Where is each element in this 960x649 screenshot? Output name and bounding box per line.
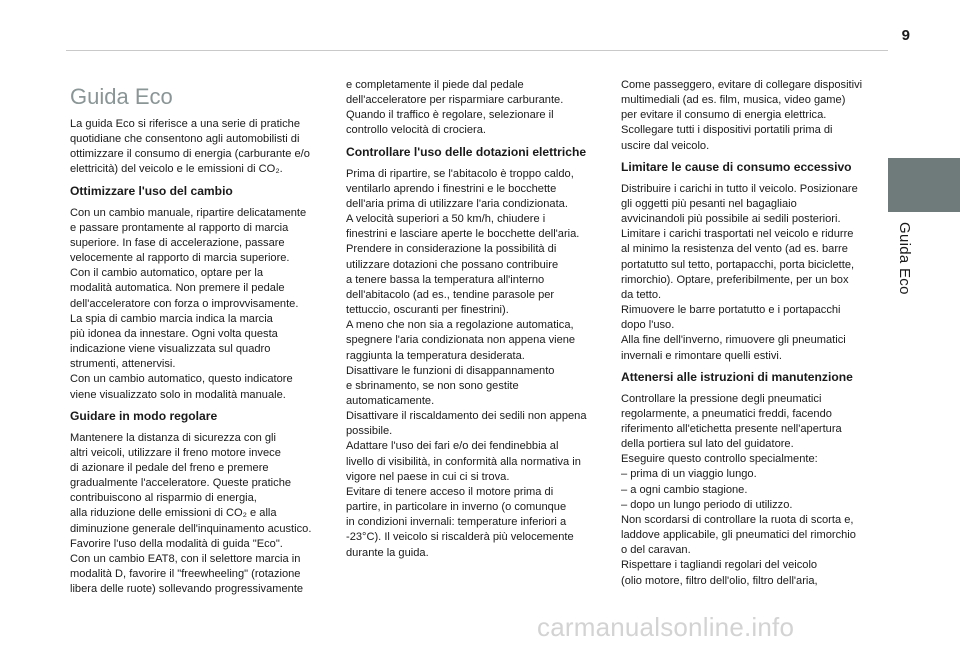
watermark: carmanualsonline.info [537,612,795,642]
text-line: Con il cambio automatico, optare per la [70,267,264,280]
text-line: contribuiscono al risparmio di energia, [70,492,257,505]
text-line: durante la guida. [346,546,429,559]
text-line: uscire dal veicolo. [621,139,710,152]
electrical-equipment-paragraph [346,167,614,561]
text-line: dell'abitacolo (ad es., tendine parasole per [346,288,555,301]
text-line: Rimuovere le barre portatutto e i portapacchi [621,304,841,317]
text-line: più idonea da innestare. Ogni volta questa [70,327,278,340]
text-line: alla riduzione delle emissioni di CO₂ e alla [70,507,277,520]
text-line: Non scordarsi di controllare la ruota di scorta e, [621,513,854,526]
page-number: 9 [901,27,910,44]
text-line: in condizioni invernali: temperature inferiori a [346,516,567,529]
text-line: invernali e rimontare quelli estivi. [621,349,782,362]
text-line: viene visualizzato solo in modalità manuale. [70,388,286,401]
section-title: Guida Eco [70,84,173,109]
text-line: modalità automatica. Non premere il pedale [70,282,285,295]
text-line: regolarmente, a pneumatici freddi, facendo [621,407,832,420]
heading-electrical-equipment: Controllare l'uso delle dotazioni elettriche [346,144,587,159]
text-line: di azionare il pedale del freno e premere [70,461,269,474]
continued-paragraph [346,78,614,139]
text-line: elettricità) del veicolo e le emissioni di CO₂. [70,163,283,176]
excess-consumption-paragraph [621,182,889,364]
text-line: Rispettare i tagliandi regolari del veicolo [621,559,818,572]
text-line: tettuccio, oscuranti per finestrini). [346,304,509,317]
text-line: dell'aria prima di utilizzare l'aria condizionata. [346,197,568,210]
text-line: Mantenere la distanza di sicurezza con gli [70,431,276,444]
text-line: altri veicoli, utilizzare il freno motore invece [70,446,281,459]
text-line: controllo velocità di crociera. [346,124,486,137]
text-line: a tenere bassa la temperatura all'interno [346,273,545,286]
text-line: gradualmente l'acceleratore. Queste pratiche [70,477,292,490]
text-line: A velocità superiori a 50 km/h, chiudere i [346,213,546,226]
heading-smooth-driving: Guidare in modo regolare [70,408,218,423]
text-line: finestrini e lasciare aperte le bocchette dell'aria. [346,228,580,241]
column-3 [621,78,889,589]
gearbox-paragraph [70,206,338,403]
text-line: Limitare i carichi trasportati nel veicolo e ridurre [621,228,854,241]
column-1 [70,84,338,597]
text-line: multimediali (ad es. film, musica, video game) [621,94,846,107]
text-line: o del caravan. [621,544,691,557]
intro-paragraph [70,117,338,178]
text-line: e sbrinamento, se non sono gestite [346,379,519,392]
chapter-tab-label: Guida Eco [896,222,913,295]
text-line: Scollegare tutti i dispositivi portatili prima di [621,124,833,137]
text-line: Con un cambio automatico, questo indicatore [70,373,293,386]
text-line: Prima di ripartire, se l'abitacolo è troppo caldo, [346,167,574,180]
text-line: ottimizzare il consumo di energia (carburante e/o [70,148,310,161]
text-line: automaticamente. [346,394,435,407]
text-line: Con un cambio manuale, ripartire delicatamente [70,206,307,219]
text-line: vigore nel paese in cui ci si trova. [346,470,510,483]
text-line: dopo l'uso. [621,319,675,332]
top-divider [66,50,888,51]
text-line: Come passeggero, evitare di collegare dispositivi [621,79,863,91]
text-line: raggiunta la temperatura desiderata. [346,349,525,362]
text-line: Adattare l'uso dei fari e/o dei fendinebbia al [346,440,559,453]
text-line: modalità D, favorire il "freewheeling" (rotazione [70,568,301,581]
text-line: Eseguire questo controllo specialmente: [621,453,818,466]
text-line: Favorire l'uso della modalità di guida "Eco". [70,537,283,550]
heading-gearbox: Ottimizzare l'uso del cambio [70,183,233,198]
maintenance-paragraph [621,392,889,589]
text-line: laddove applicabile, gli pneumatici del rimorchio [621,529,856,542]
text-line: utilizzare dotazioni che possano contribuire [346,258,559,271]
heading-maintenance: Attenersi alle istruzioni di manutenzione [621,369,853,384]
text-line: – prima di un viaggio lungo. [621,468,757,481]
text-line: diminuzione generale dell'inquinamento acustico. [70,522,312,535]
text-line: e completamente il piede dal pedale [346,79,524,91]
text-line: Evitare di tenere acceso il motore prima di [346,485,554,498]
text-line: gli oggetti più pesanti nel bagagliaio [621,197,797,210]
text-line: Con un cambio EAT8, con il selettore marcia in [70,552,301,565]
text-line: Quando il traffico è regolare, selezionare il [346,109,554,122]
text-line: rimorchio). Optare, preferibilmente, per un box [621,273,849,286]
text-line: Disattivare le funzioni di disappannamento [346,364,555,377]
text-line: da tetto. [621,288,662,301]
smooth-driving-paragraph [70,431,338,598]
text-line: La spia di cambio marcia indica la marcia [70,312,273,325]
text-line: velocemente al rapporto di marcia superiore. [70,252,290,265]
text-line: – dopo un lungo periodo di utilizzo. [621,498,793,511]
text-line: indicazione viene visualizzata sul quadro [70,343,271,356]
text-line: Distribuire i carichi in tutto il veicolo. Posizionare [621,182,858,195]
text-line: e passare prontamente al rapporto di marcia [70,221,289,234]
text-line: ventilarlo aprendo i finestrini e le bocchette [346,182,557,195]
text-line: spegnere l'aria condizionata non appena viene [346,334,576,347]
text-line: possibile. [346,425,393,438]
text-line: livello di visibilità, in conformità alla normativa in [346,455,581,468]
text-line: al minimo la resistenza del vento (ad es. barre [621,243,848,256]
text-line: portatutto sul tetto, portapacchi, porta biciclette, [621,258,855,271]
text-line: dell'acceleratore per risparmiare carburante. [346,94,564,107]
text-line: Alla fine dell'inverno, rimuovere gli pneumatici [621,334,846,347]
text-line: strumenti, attenervisi. [70,358,176,371]
text-line: quotidiane che consentono agli automobilisti di [70,133,300,146]
text-line: – a ogni cambio stagione. [621,483,748,496]
text-line: superiore. In fase di accelerazione, passare [70,236,285,249]
column-2 [346,78,614,561]
text-line: per evitare il consumo di energia elettrica. [621,109,827,122]
text-line: avvicinandoli più possibile ai sedili posteriori. [621,213,841,226]
text-line: (olio motore, filtro dell'olio, filtro dell'aria, [621,574,818,587]
heading-excess-consumption: Limitare le cause di consumo eccessivo [621,159,852,174]
text-line: La guida Eco si riferisce a una serie di pratiche [70,118,301,130]
text-line: -23°C). Il veicolo si riscalderà più velocemente [346,531,574,544]
text-line: dell'acceleratore con forza o improvvisamente. [70,297,299,310]
text-line: Controllare la pressione degli pneumatici [621,392,822,405]
text-line: riferimento all'etichetta presente nell'apertura [621,422,842,435]
text-line: A meno che non sia a regolazione automatica, [346,319,574,332]
text-line: della portiera sul lato del guidatore. [621,438,794,451]
text-line: Prendere in considerazione la possibilità di [346,243,557,256]
text-line: Disattivare il riscaldamento dei sedili non appena [346,410,587,423]
passenger-paragraph [621,78,889,154]
chapter-tab [888,158,960,212]
text-line: partire, in particolare in inverno (o comunque [346,501,567,514]
text-line: libera delle ruote) sollevando progressivamente [70,583,304,596]
